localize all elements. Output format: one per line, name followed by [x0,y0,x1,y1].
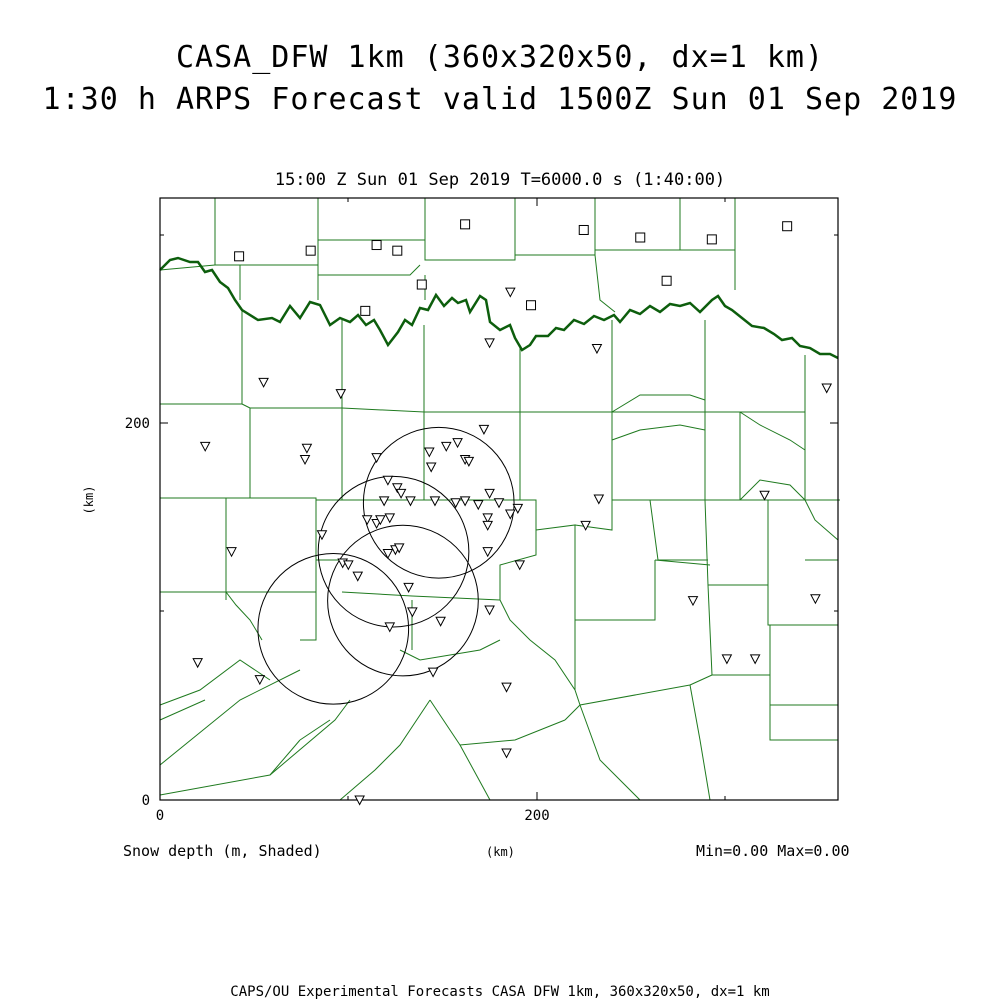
station-triangle-marker [592,345,601,354]
min-max-values: Min=0.00 Max=0.00 [696,842,850,860]
y-axis-label: (km) [82,485,96,515]
x-axis-label: (km) [486,845,515,859]
station-triangle-marker [461,497,470,506]
station-square-marker [579,225,588,234]
station-triangle-marker [383,476,392,485]
station-triangle-marker [502,683,511,692]
station-triangle-marker [383,550,392,559]
station-triangle-marker [594,495,603,504]
station-triangle-marker [302,444,311,453]
station-triangle-marker [453,439,462,448]
station-square-marker [662,276,671,285]
surface-observation-stations [193,288,831,804]
station-triangle-marker [483,548,492,557]
station-triangle-marker [404,583,413,592]
state-border-red-river [160,258,838,358]
station-triangle-marker [385,514,394,523]
station-triangle-marker [397,489,406,498]
station-triangle-marker [301,455,310,464]
valid-time-label: 15:00 Z Sun 01 Sep 2019 T=6000.0 s (1:40:00) [274,170,726,190]
station-triangle-marker [688,597,697,606]
station-square-marker [235,252,244,261]
station-square-marker [306,246,315,255]
x-tick-label-200: 200 [524,808,550,824]
station-square-marker [783,222,792,231]
station-triangle-marker [427,463,436,472]
field-description: Snow depth (m, Shaded) [123,842,322,860]
plot-title-line1: CASA_DFW 1km (360x320x50, dx=1 km) [175,40,825,75]
station-triangle-marker [317,531,326,540]
station-triangle-marker [406,497,415,506]
station-square-marker [527,301,536,310]
station-triangle-marker [474,501,483,510]
station-triangle-marker [408,608,417,617]
station-triangle-marker [485,606,494,615]
station-triangle-marker [353,572,362,581]
station-triangle-marker [751,655,760,664]
station-triangle-marker [442,442,451,451]
station-triangle-marker [193,659,202,668]
station-triangle-marker [722,655,731,664]
station-triangle-marker [506,288,515,297]
station-triangle-marker [372,454,381,463]
station-triangle-marker [513,504,522,513]
station-triangle-marker [479,425,488,434]
station-triangle-marker [822,384,831,393]
x-tick-label-0: 0 [155,808,165,824]
station-square-marker [707,235,716,244]
station-square-marker [636,233,645,242]
station-triangle-marker [425,448,434,457]
station-triangle-marker [515,561,524,570]
station-triangle-marker [502,749,511,758]
y-tick-label-0: 0 [141,793,150,809]
station-triangle-marker [451,499,460,508]
station-square-marker [461,220,470,229]
station-triangle-marker [201,442,210,451]
station-triangle-marker [380,497,389,506]
station-triangle-marker [255,676,264,685]
station-triangle-marker [430,497,439,506]
y-tick-label-200: 200 [124,416,150,432]
station-triangle-marker [483,521,492,530]
station-square-marker [372,241,381,250]
station-square-marker [393,246,402,255]
station-triangle-marker [436,617,445,626]
station-triangle-marker [811,595,820,604]
station-triangle-marker [485,339,494,348]
station-triangle-marker [429,668,438,677]
station-triangle-marker [259,378,268,387]
radar-range-rings [258,427,514,704]
station-triangle-marker [495,499,504,508]
station-triangle-marker [485,489,494,498]
station-square-marker [361,306,370,315]
station-square-marker [417,280,426,289]
station-triangle-marker [336,390,345,399]
footer-credit: CAPS/OU Experimental Forecasts CASA DFW 1km, 360x320x50, dx=1 km [230,984,770,1000]
station-triangle-marker [363,516,372,525]
plot-title-line2: 1:30 h ARPS Forecast valid 1500Z Sun 01 Sep 2019 [42,82,958,117]
station-triangle-marker [344,561,353,570]
station-triangle-marker [760,491,769,500]
station-triangle-marker [227,548,236,557]
